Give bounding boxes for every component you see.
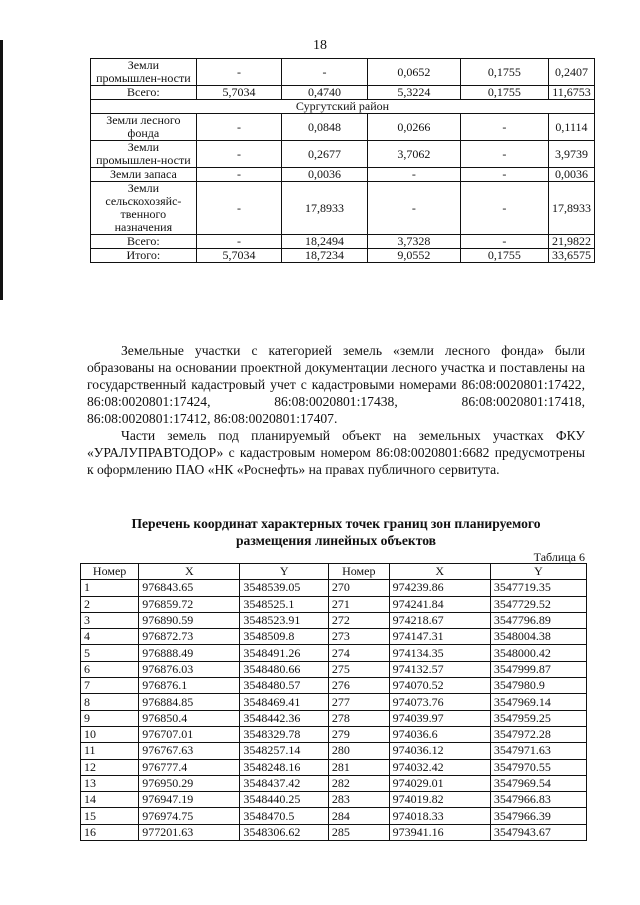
point-number-cell: 13 xyxy=(81,775,139,791)
section-row xyxy=(91,100,595,114)
area-cell: 17,8933 xyxy=(548,182,594,235)
coordinate-cell: 974073.76 xyxy=(389,694,490,710)
coordinate-cell: 976876.1 xyxy=(139,678,240,694)
coordinate-cell: 3547943.67 xyxy=(490,824,586,840)
coordinate-cell: 3547729.52 xyxy=(490,596,586,612)
coordinate-cell: 976876.03 xyxy=(139,661,240,677)
area-cell: 0,1114 xyxy=(548,114,594,141)
coordinate-cell: 974147.31 xyxy=(389,629,490,645)
area-cell: 0,0848 xyxy=(282,114,368,141)
area-cell: - xyxy=(196,59,282,86)
point-number-cell: 16 xyxy=(81,824,139,840)
table-row xyxy=(81,759,587,775)
coordinate-cell: 3548491.26 xyxy=(240,645,329,661)
area-cell: 0,0652 xyxy=(367,59,460,86)
area-cell: 3,7062 xyxy=(367,141,460,168)
coordinate-cell: 3547966.83 xyxy=(490,792,586,808)
coordinate-cell: 974039.97 xyxy=(389,710,490,726)
column-header: Y xyxy=(240,564,329,580)
point-number-cell: 9 xyxy=(81,710,139,726)
point-number-cell: 275 xyxy=(328,661,389,677)
table-row xyxy=(81,808,587,824)
coordinate-cell: 3548440.25 xyxy=(240,792,329,808)
coordinate-cell: 974134.35 xyxy=(389,645,490,661)
coordinate-cell: 976890.59 xyxy=(139,612,240,628)
coordinate-cell: 3547999.87 xyxy=(490,661,586,677)
table-row xyxy=(81,596,587,612)
point-number-cell: 279 xyxy=(328,726,389,742)
point-number-cell: 276 xyxy=(328,678,389,694)
point-number-cell: 6 xyxy=(81,661,139,677)
coordinate-cell: 3547966.39 xyxy=(490,808,586,824)
land-category-cell: Земли промышлен-ности xyxy=(91,59,197,86)
land-category-cell: Земли запаса xyxy=(91,168,197,182)
coordinate-cell: 3547972.28 xyxy=(490,726,586,742)
coordinate-cell: 974029.01 xyxy=(389,775,490,791)
land-category-cell: Земли сельскохозяйс-твенного назначения xyxy=(91,182,197,235)
coordinate-cell: 974018.33 xyxy=(389,808,490,824)
coordinate-cell: 3548525.1 xyxy=(240,596,329,612)
coordinate-cell: 976859.72 xyxy=(139,596,240,612)
coordinate-cell: 976872.73 xyxy=(139,629,240,645)
area-cell: 0,2677 xyxy=(282,141,368,168)
area-cell: 0,0266 xyxy=(367,114,460,141)
coordinate-cell: 3548470.5 xyxy=(240,808,329,824)
coordinate-cell: 977201.63 xyxy=(139,824,240,840)
point-number-cell: 10 xyxy=(81,726,139,742)
coordinate-cell: 3547970.55 xyxy=(490,759,586,775)
coordinate-cell: 3547796.89 xyxy=(490,612,586,628)
table-row xyxy=(81,629,587,645)
table-row xyxy=(81,710,587,726)
coordinate-cell: 3548523.91 xyxy=(240,612,329,628)
point-number-cell: 7 xyxy=(81,678,139,694)
point-number-cell: 5 xyxy=(81,645,139,661)
paragraph-easement: Части земель под планируемый объект на земельных участках ФКУ «УРАЛУПРАВТОДОР» с кадастровым номером 86:08:0020801:6682 предусмотрены к оформлению ПАО «НК «Роснефть» на правах публичного сервитута. xyxy=(87,428,585,477)
point-number-cell: 281 xyxy=(328,759,389,775)
column-header: Y xyxy=(490,564,586,580)
column-header: X xyxy=(389,564,490,580)
area-cell: 18,7234 xyxy=(282,249,368,263)
table-row xyxy=(91,59,595,86)
point-number-cell: 285 xyxy=(328,824,389,840)
table-row xyxy=(91,249,595,263)
table-row xyxy=(81,645,587,661)
coordinate-cell: 976888.49 xyxy=(139,645,240,661)
coordinate-cell: 3547959.25 xyxy=(490,710,586,726)
area-cell: 5,7034 xyxy=(196,86,282,100)
section-title: Сургутский район xyxy=(91,100,595,114)
table-row xyxy=(91,141,595,168)
table-row xyxy=(91,114,595,141)
area-cell: 0,2407 xyxy=(548,59,594,86)
table-row xyxy=(81,792,587,808)
area-cell: 0,0036 xyxy=(282,168,368,182)
coordinate-cell: 974070.52 xyxy=(389,678,490,694)
point-number-cell: 1 xyxy=(81,580,139,596)
coordinate-cell: 3548000.42 xyxy=(490,645,586,661)
land-category-table xyxy=(90,58,595,263)
area-cell: - xyxy=(196,114,282,141)
point-number-cell: 270 xyxy=(328,580,389,596)
coordinate-cell: 3548509.8 xyxy=(240,629,329,645)
area-cell: - xyxy=(196,141,282,168)
area-cell: 0,1755 xyxy=(460,59,548,86)
area-cell: - xyxy=(460,114,548,141)
coordinate-cell: 3548539.05 xyxy=(240,580,329,596)
left-margin-bar xyxy=(0,40,3,300)
coordinate-cell: 976947.19 xyxy=(139,792,240,808)
table-label: Таблица 6 xyxy=(533,550,585,564)
land-category-cell: Земли лесного фонда xyxy=(91,114,197,141)
point-number-cell: 2 xyxy=(81,596,139,612)
coordinate-cell: 976843.65 xyxy=(139,580,240,596)
point-number-cell: 273 xyxy=(328,629,389,645)
point-number-cell: 8 xyxy=(81,694,139,710)
coordinate-cell: 976884.85 xyxy=(139,694,240,710)
table-row xyxy=(81,726,587,742)
coordinate-cell: 974036.6 xyxy=(389,726,490,742)
table-row xyxy=(81,743,587,759)
coordinate-cell: 3547980.9 xyxy=(490,678,586,694)
point-number-cell: 274 xyxy=(328,645,389,661)
area-cell: - xyxy=(282,59,368,86)
point-number-cell: 277 xyxy=(328,694,389,710)
point-number-cell: 283 xyxy=(328,792,389,808)
coordinate-cell: 976767.63 xyxy=(139,743,240,759)
area-cell: - xyxy=(460,141,548,168)
column-header: X xyxy=(139,564,240,580)
heading-line-1: Перечень координат характерных точек границ зон планируемого xyxy=(131,516,541,531)
point-number-cell: 14 xyxy=(81,792,139,808)
point-number-cell: 272 xyxy=(328,612,389,628)
table-row xyxy=(91,182,595,235)
coordinate-cell: 3547971.63 xyxy=(490,743,586,759)
coordinates-table xyxy=(80,563,587,841)
area-cell: - xyxy=(367,168,460,182)
text-block xyxy=(87,342,585,478)
area-cell: 3,9739 xyxy=(548,141,594,168)
area-cell: 9,0552 xyxy=(367,249,460,263)
area-cell: 33,6575 xyxy=(548,249,594,263)
point-number-cell: 278 xyxy=(328,710,389,726)
land-category-cell: Итого: xyxy=(91,249,197,263)
area-cell: 17,8933 xyxy=(282,182,368,235)
land-category-cell: Земли промышлен-ности xyxy=(91,141,197,168)
area-cell: 0,0036 xyxy=(548,168,594,182)
area-cell: 5,3224 xyxy=(367,86,460,100)
paragraph-forest-land: Земельные участки с категорией земель «земли лесного фонда» были образованы на основании проектной документации лесного участка и поставлены на государственный кадастровый учет с кадастровыми номерами 86:08:0020801:17422, 86:08:0020801:17424, 86:08:0020801:17438, 86:08:0020801:17418, 86:08:0020801:17412, 86:08:0020801:17407. xyxy=(87,343,585,426)
coordinate-cell: 3548004.38 xyxy=(490,629,586,645)
point-number-cell: 4 xyxy=(81,629,139,645)
coordinate-cell: 3548329.78 xyxy=(240,726,329,742)
coordinate-cell: 976850.4 xyxy=(139,710,240,726)
area-cell: - xyxy=(367,182,460,235)
page-number: 18 xyxy=(313,38,327,53)
coordinate-cell: 974132.57 xyxy=(389,661,490,677)
area-cell: 0,4740 xyxy=(282,86,368,100)
coordinate-cell: 974241.84 xyxy=(389,596,490,612)
coordinate-cell: 3547969.54 xyxy=(490,775,586,791)
point-number-cell: 3 xyxy=(81,612,139,628)
coordinate-cell: 3548248.16 xyxy=(240,759,329,775)
coordinate-cell: 976777.4 xyxy=(139,759,240,775)
table-row xyxy=(91,168,595,182)
area-cell: 11,6753 xyxy=(548,86,594,100)
coordinate-cell: 3547969.14 xyxy=(490,694,586,710)
column-header: Номер xyxy=(81,564,139,580)
coordinate-cell: 3547719.35 xyxy=(490,580,586,596)
coordinate-cell: 974032.42 xyxy=(389,759,490,775)
point-number-cell: 284 xyxy=(328,808,389,824)
coordinate-cell: 976707.01 xyxy=(139,726,240,742)
column-header: Номер xyxy=(328,564,389,580)
area-cell: - xyxy=(196,235,282,249)
coordinate-cell: 3548437.42 xyxy=(240,775,329,791)
area-cell: 18,2494 xyxy=(282,235,368,249)
coordinate-cell: 3548257.14 xyxy=(240,743,329,759)
table-row xyxy=(81,580,587,596)
coordinate-cell: 976974.75 xyxy=(139,808,240,824)
table-row xyxy=(81,661,587,677)
point-number-cell: 280 xyxy=(328,743,389,759)
coordinates-heading xyxy=(87,515,585,549)
land-category-cell: Всего: xyxy=(91,235,197,249)
point-number-cell: 12 xyxy=(81,759,139,775)
table-row xyxy=(91,235,595,249)
point-number-cell: 15 xyxy=(81,808,139,824)
area-cell: - xyxy=(460,235,548,249)
coordinate-cell: 3548480.57 xyxy=(240,678,329,694)
coordinate-cell: 973941.16 xyxy=(389,824,490,840)
coordinate-cell: 3548306.62 xyxy=(240,824,329,840)
coordinate-cell: 974019.82 xyxy=(389,792,490,808)
area-cell: 0,1755 xyxy=(460,86,548,100)
table-row xyxy=(91,86,595,100)
area-cell: - xyxy=(196,168,282,182)
coordinate-cell: 974239.86 xyxy=(389,580,490,596)
table-row xyxy=(81,824,587,840)
area-cell: - xyxy=(460,168,548,182)
heading-line-2: размещения линейных объектов xyxy=(236,533,436,548)
area-cell: 0,1755 xyxy=(460,249,548,263)
point-number-cell: 11 xyxy=(81,743,139,759)
header-row xyxy=(81,564,587,580)
land-category-cell: Всего: xyxy=(91,86,197,100)
table-row xyxy=(81,678,587,694)
area-cell: 21,9822 xyxy=(548,235,594,249)
coordinate-cell: 974036.12 xyxy=(389,743,490,759)
coordinate-cell: 976950.29 xyxy=(139,775,240,791)
area-cell: 3,7328 xyxy=(367,235,460,249)
table-row xyxy=(81,612,587,628)
point-number-cell: 282 xyxy=(328,775,389,791)
table-row xyxy=(81,775,587,791)
coordinate-cell: 3548442.36 xyxy=(240,710,329,726)
coordinate-cell: 3548469.41 xyxy=(240,694,329,710)
coordinate-cell: 974218.67 xyxy=(389,612,490,628)
area-cell: - xyxy=(196,182,282,235)
coordinate-cell: 3548480.66 xyxy=(240,661,329,677)
area-cell: - xyxy=(460,182,548,235)
area-cell: 5,7034 xyxy=(196,249,282,263)
table-row xyxy=(81,694,587,710)
point-number-cell: 271 xyxy=(328,596,389,612)
